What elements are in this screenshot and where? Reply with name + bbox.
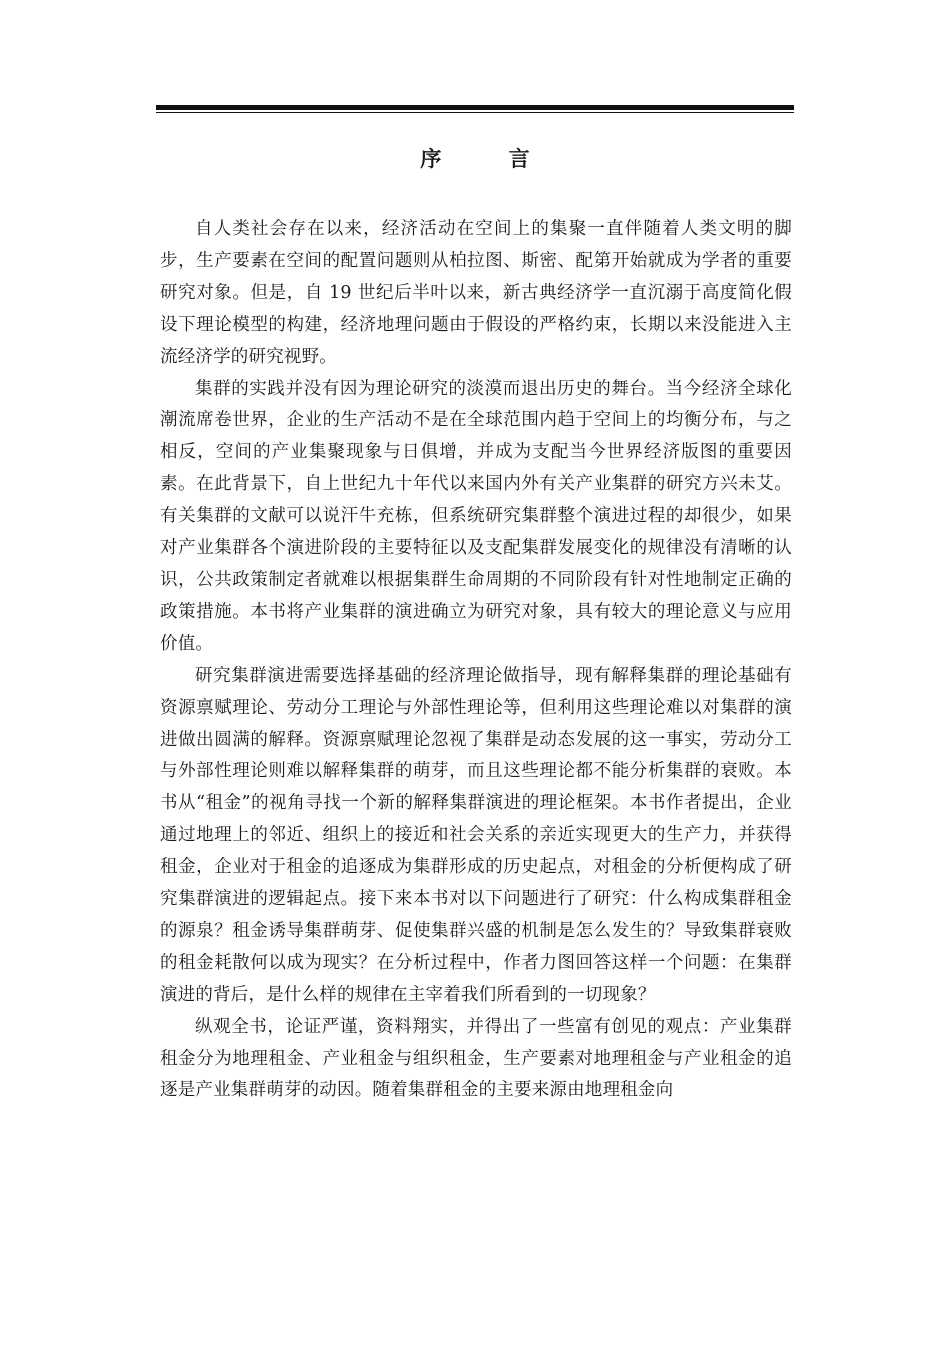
paragraph-1: 自人类社会存在以来，经济活动在空间上的集聚一直伴随着人类文明的脚步，生产要素在空间的配置问题则从柏拉图、斯密、配第开始就成为学者的重要研究对象。但是，自 19 世纪后半叶以来，新古典经济学一直沉溺于高度简化假设下理论模型的构建，经济地理问题由于假设的严格约束，长期以来没能进入主流经济学的研究视野。 xyxy=(160,219,792,367)
body-text xyxy=(160,214,792,1107)
header-rule-thin xyxy=(156,112,794,113)
header-rule-thick xyxy=(156,105,794,110)
paragraph-3: 研究集群演进需要选择基础的经济理论做指导，现有解释集群的理论基础有资源禀赋理论、劳动分工理论与外部性理论等，但利用这些理论难以对集群的演进做出圆满的解释。资源禀赋理论忽视了集群是动态发展的这一事实，劳动分工与外部性理论则难以解释集群的萌芽，而且这些理论都不能分析集群的衰败。本书从“租金”的视角寻找一个新的解释集群演进的理论框架。本书作者提出，企业通过地理上的邻近、组织上的接近和社会关系的亲近实现更大的生产力，并获得租金，企业对于租金的追逐成为集群形成的历史起点，对租金的分析便构成了研究集群演进的逻辑起点。接下来本书对以下问题进行了研究：什么构成集群租金的源泉？租金诱导集群萌芽、促使集群兴盛的机制是怎么发生的？导致集群衰败的租金耗散何以成为现实？在分析过程中，作者力图回答这样一个问题：在集群演进的背后，是什么样的规律在主宰着我们所看到的一切现象？ xyxy=(160,665,792,1005)
page-title: 序 言 xyxy=(420,147,560,171)
paragraph-4: 纵观全书，论证严谨，资料翔实，并得出了一些富有创见的观点：产业集群租金分为地理租金、产业租金与组织租金，生产要素对地理租金与产业租金的追逐是产业集群萌芽的动因。随着集群租金的主要来源由地理租金向 xyxy=(160,1016,792,1101)
paragraph-2: 集群的实践并没有因为理论研究的淡漠而退出历史的舞台。当今经济全球化潮流席卷世界，企业的生产活动不是在全球范围内趋于空间上的均衡分布，与之相反，空间的产业集聚现象与日俱增，并成为支配当今世界经济版图的重要因素。在此背景下，自上世纪九十年代以来国内外有关产业集群的研究方兴未艾。有关集群的文献可以说汗牛充栋，但系统研究集群整个演进过程的却很少，如果对产业集群各个演进阶段的主要特征以及支配集群发展变化的规律没有清晰的认识，公共政策制定者就难以根据集群生命周期的不同阶段有针对性地制定正确的政策措施。本书将产业集群的演进确立为研究对象，具有较大的理论意义与应用价值。 xyxy=(160,378,792,654)
